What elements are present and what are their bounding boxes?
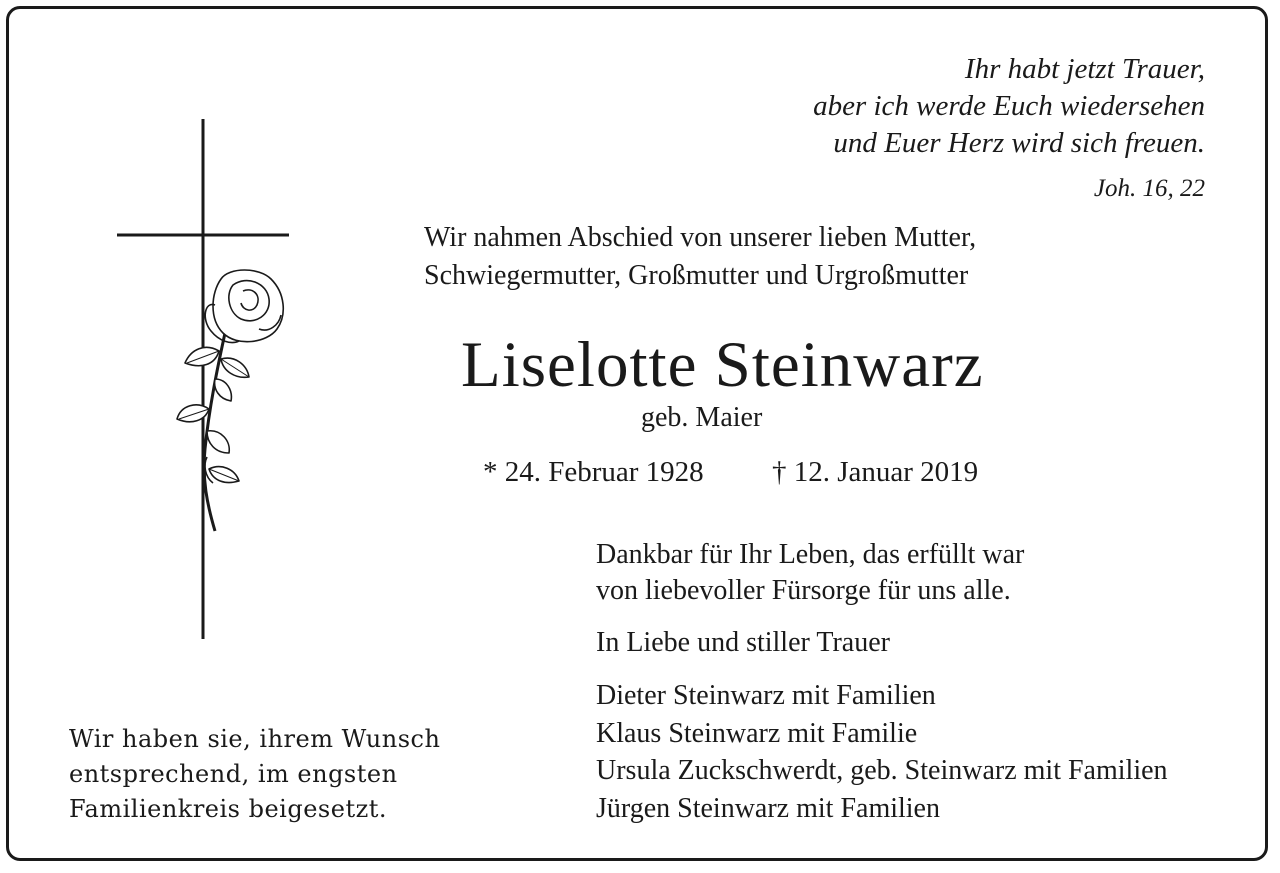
burial-line: entsprechend, im engsten [69, 760, 398, 788]
cross-with-rose [109, 119, 309, 659]
burial-note [69, 722, 440, 827]
birth-date: * 24. Februar 1928 [483, 456, 704, 488]
cross-icon [117, 119, 289, 639]
obituary-frame [6, 6, 1268, 861]
bible-verse [685, 51, 1205, 162]
deceased-name: Liselotte Steinwarz [461, 329, 984, 401]
maiden-name: geb. Maier [641, 402, 763, 433]
mourners-list [596, 677, 1168, 827]
verse-line: und Euer Herz wird sich freuen. [833, 127, 1205, 159]
farewell-intro [424, 219, 976, 295]
rose-icon [177, 270, 283, 531]
thanks-line: Dankbar für Ihr Leben, das erfüllt war [596, 539, 1025, 570]
verse-reference: Joh. 16, 22 [1093, 175, 1205, 202]
burial-line: Wir haben sie, ihrem Wunsch [69, 725, 441, 753]
mourner-item: Klaus Steinwarz mit Familie [596, 717, 918, 749]
mourner-item: Jürgen Steinwarz mit Familien [596, 792, 940, 824]
intro-line: Schwiegermutter, Großmutter und Urgroßmutter [424, 260, 969, 291]
thanks-line: von liebevoller Fürsorge für uns alle. [596, 575, 1011, 606]
death-date: † 12. Januar 2019 [772, 456, 979, 488]
verse-line: Ihr habt jetzt Trauer, [964, 53, 1205, 85]
thanks-text [596, 537, 1024, 609]
verse-line: aber ich werde Euch wiedersehen [813, 90, 1205, 122]
mourner-item: Ursula Zuckschwerdt, geb. Steinwarz mit Familien [596, 755, 1168, 786]
burial-line: Familienkreis beigesetzt. [69, 795, 388, 823]
mourner-item: Dieter Steinwarz mit Familien [596, 680, 936, 711]
intro-line: Wir nahmen Abschied von unserer lieben Mutter, [424, 222, 977, 253]
love-line: In Liebe und stiller Trauer [596, 627, 890, 658]
